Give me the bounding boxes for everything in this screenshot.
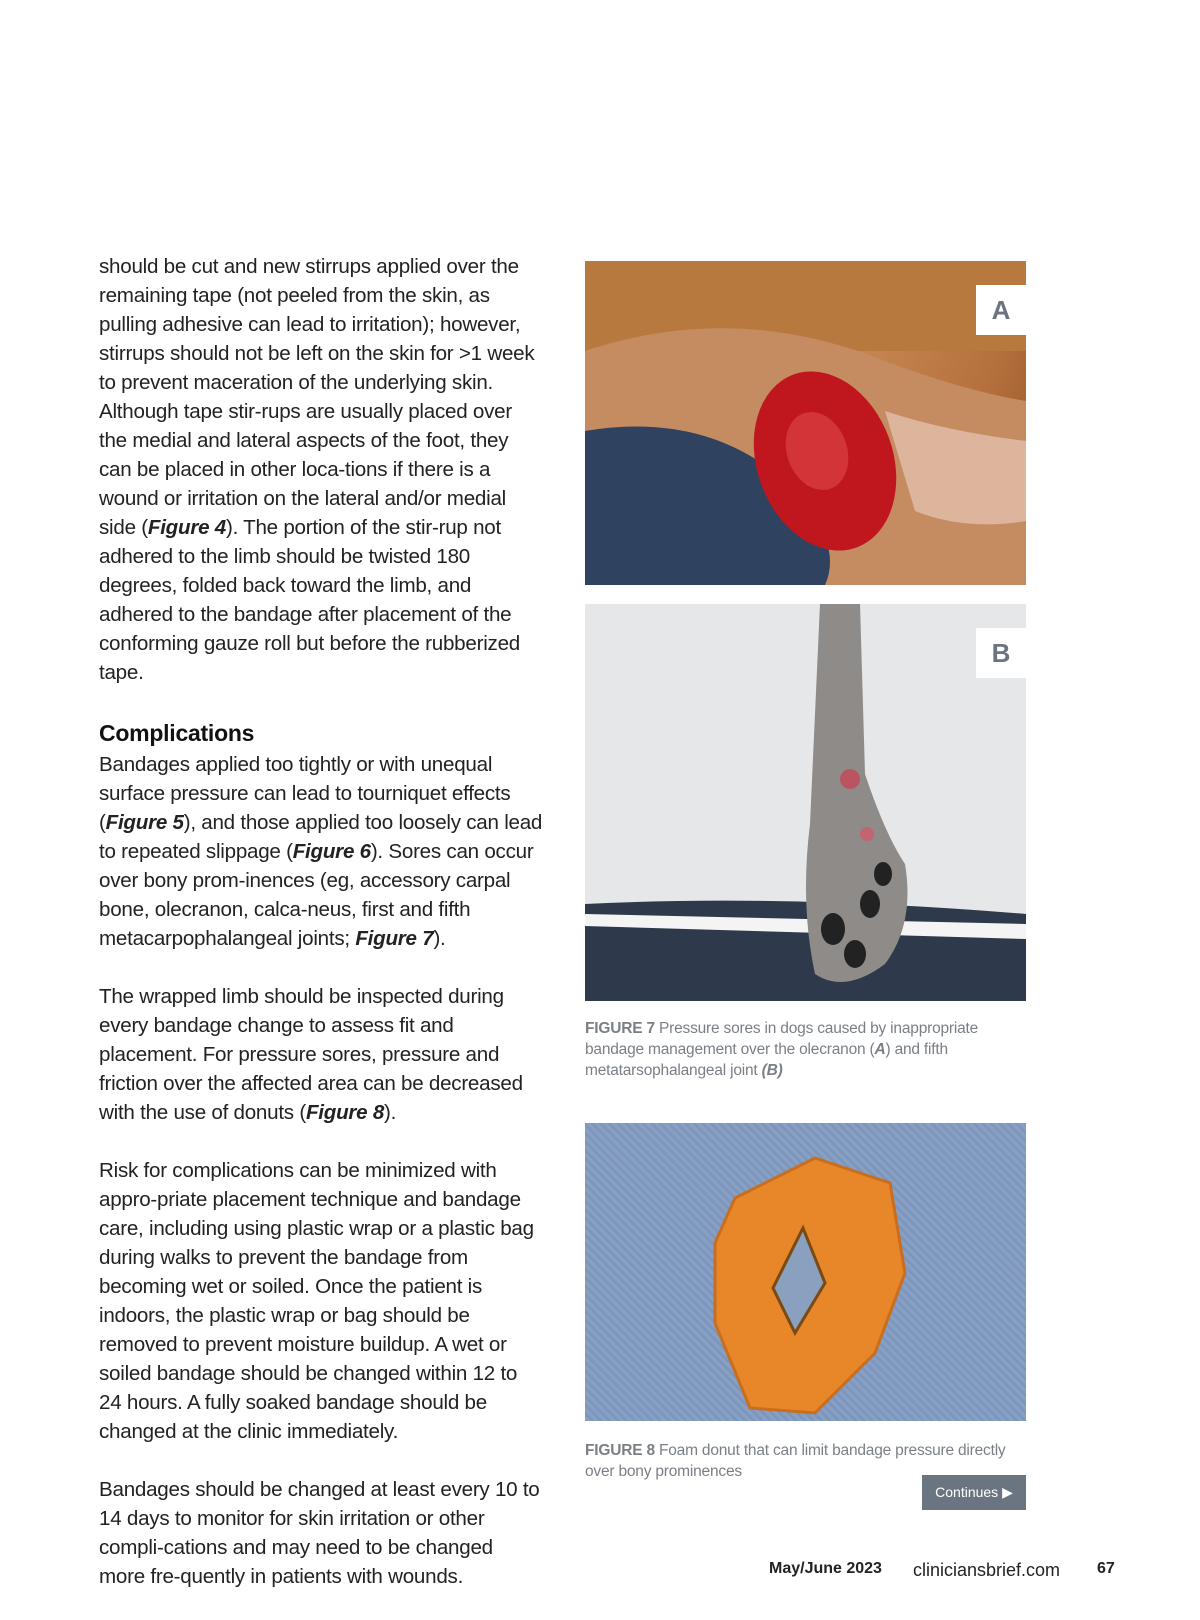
article-body [99,252,544,1620]
photo-illustration [585,261,1026,585]
paragraph-text: ). [433,927,446,950]
photo-illustration [585,1123,1026,1421]
caption-text: Pressure sores in dogs caused by inappropriate bandage management over the olecranon ( [585,1020,979,1058]
figure-8-photo [585,1123,1026,1421]
paragraph-text: ), and those applied too loosely can lead to repeated slippage ( [99,811,543,863]
caption-text: ) and fifth metatarsophalangeal joint [585,1041,948,1079]
caption-text: Foam donut that can limit bandage pressure directly over bony prominences [585,1442,1006,1480]
paragraph [99,750,544,953]
caption-panel-ref: (B) [761,1062,783,1079]
panel-label-a: A [976,285,1026,335]
footer-site-link[interactable]: cliniciansbrief.com [913,1560,1061,1580]
figure-ref[interactable]: Figure 4 [147,516,226,539]
figure-ref[interactable]: Figure 5 [105,811,184,834]
paragraph-text: ). Sores can occur over bony prom-inences (eg, accessory carpal bone, olecranon, calca-neus, first and fifth metacarpophalangeal joints; [99,840,534,950]
figure-ref[interactable]: Figure 8 [305,1101,385,1124]
paragraph-text: should be cut and new stirrups applied over the remaining tape (not peeled from the skin, as pulling adhesive can lead to irritation); however, stirrups should not be left on the skin for >1 week to prevent maceration of the underlying skin. Although tape stir-rups are usually placed over the medial and lateral aspects of the foot, they can be placed in other loca-tions if there is a wound or irritation on the lateral and/or medial side ( [99,255,535,539]
photo-illustration [585,604,1026,1001]
continues-button[interactable]: Continues ▶ [922,1475,1026,1510]
page-number: 67 [1097,1560,1115,1577]
paragraph: Risk for complications can be minimized with appro-priate placement technique and bandage care, including using plastic wrap or a plastic bag during walks to prevent the bandage from becoming wet or soiled. Once the patient is indoors, the plastic wrap or bag should be removed to prevent moisture buildup. A wet or soiled bandage should be changed within 12 to 24 hours. A fully soaked bandage should be changed at the clinic immediately. [99,1159,534,1443]
panel-label-b: B [976,628,1026,678]
paragraph-text: Bandages applied too tightly or with unequal surface pressure can lead to tourniquet effects ( [99,753,511,834]
figure-7b-photo [585,604,1026,1001]
section-heading: Complications [99,720,255,746]
figure-ref[interactable]: Figure 6 [292,840,371,863]
paragraph: Bandages should be changed at least every 10 to 14 days to monitor for skin irritation or other compli-cations and may need to be changed more fre-quently in patients with wounds. [99,1478,540,1588]
paragraph-text: ). The portion of the stir-rup not adhered to the limb should be twisted 180 degrees, folded back toward the limb, and adhered to the bandage after placement of the conforming gauze roll but before the rubberized tape. [99,516,520,684]
paragraph-text: The wrapped limb should be inspected during every bandage change to assess fit and placement. For pressure sores, pressure and friction over the affected area can be decreased with the use of donuts ( [99,985,523,1124]
figure-ref[interactable]: Figure 7 [355,927,434,950]
paragraph [99,252,544,687]
paragraph [99,982,544,1127]
figure-7-caption [585,1018,1026,1081]
caption-label: FIGURE 7 [585,1020,655,1037]
caption-label: FIGURE 8 [585,1442,655,1459]
caption-panel-ref: A [874,1041,886,1058]
paragraph-text: ). [384,1101,397,1124]
figure-7a-photo [585,261,1026,585]
footer-issue-date: May/June 2023 [769,1560,882,1577]
